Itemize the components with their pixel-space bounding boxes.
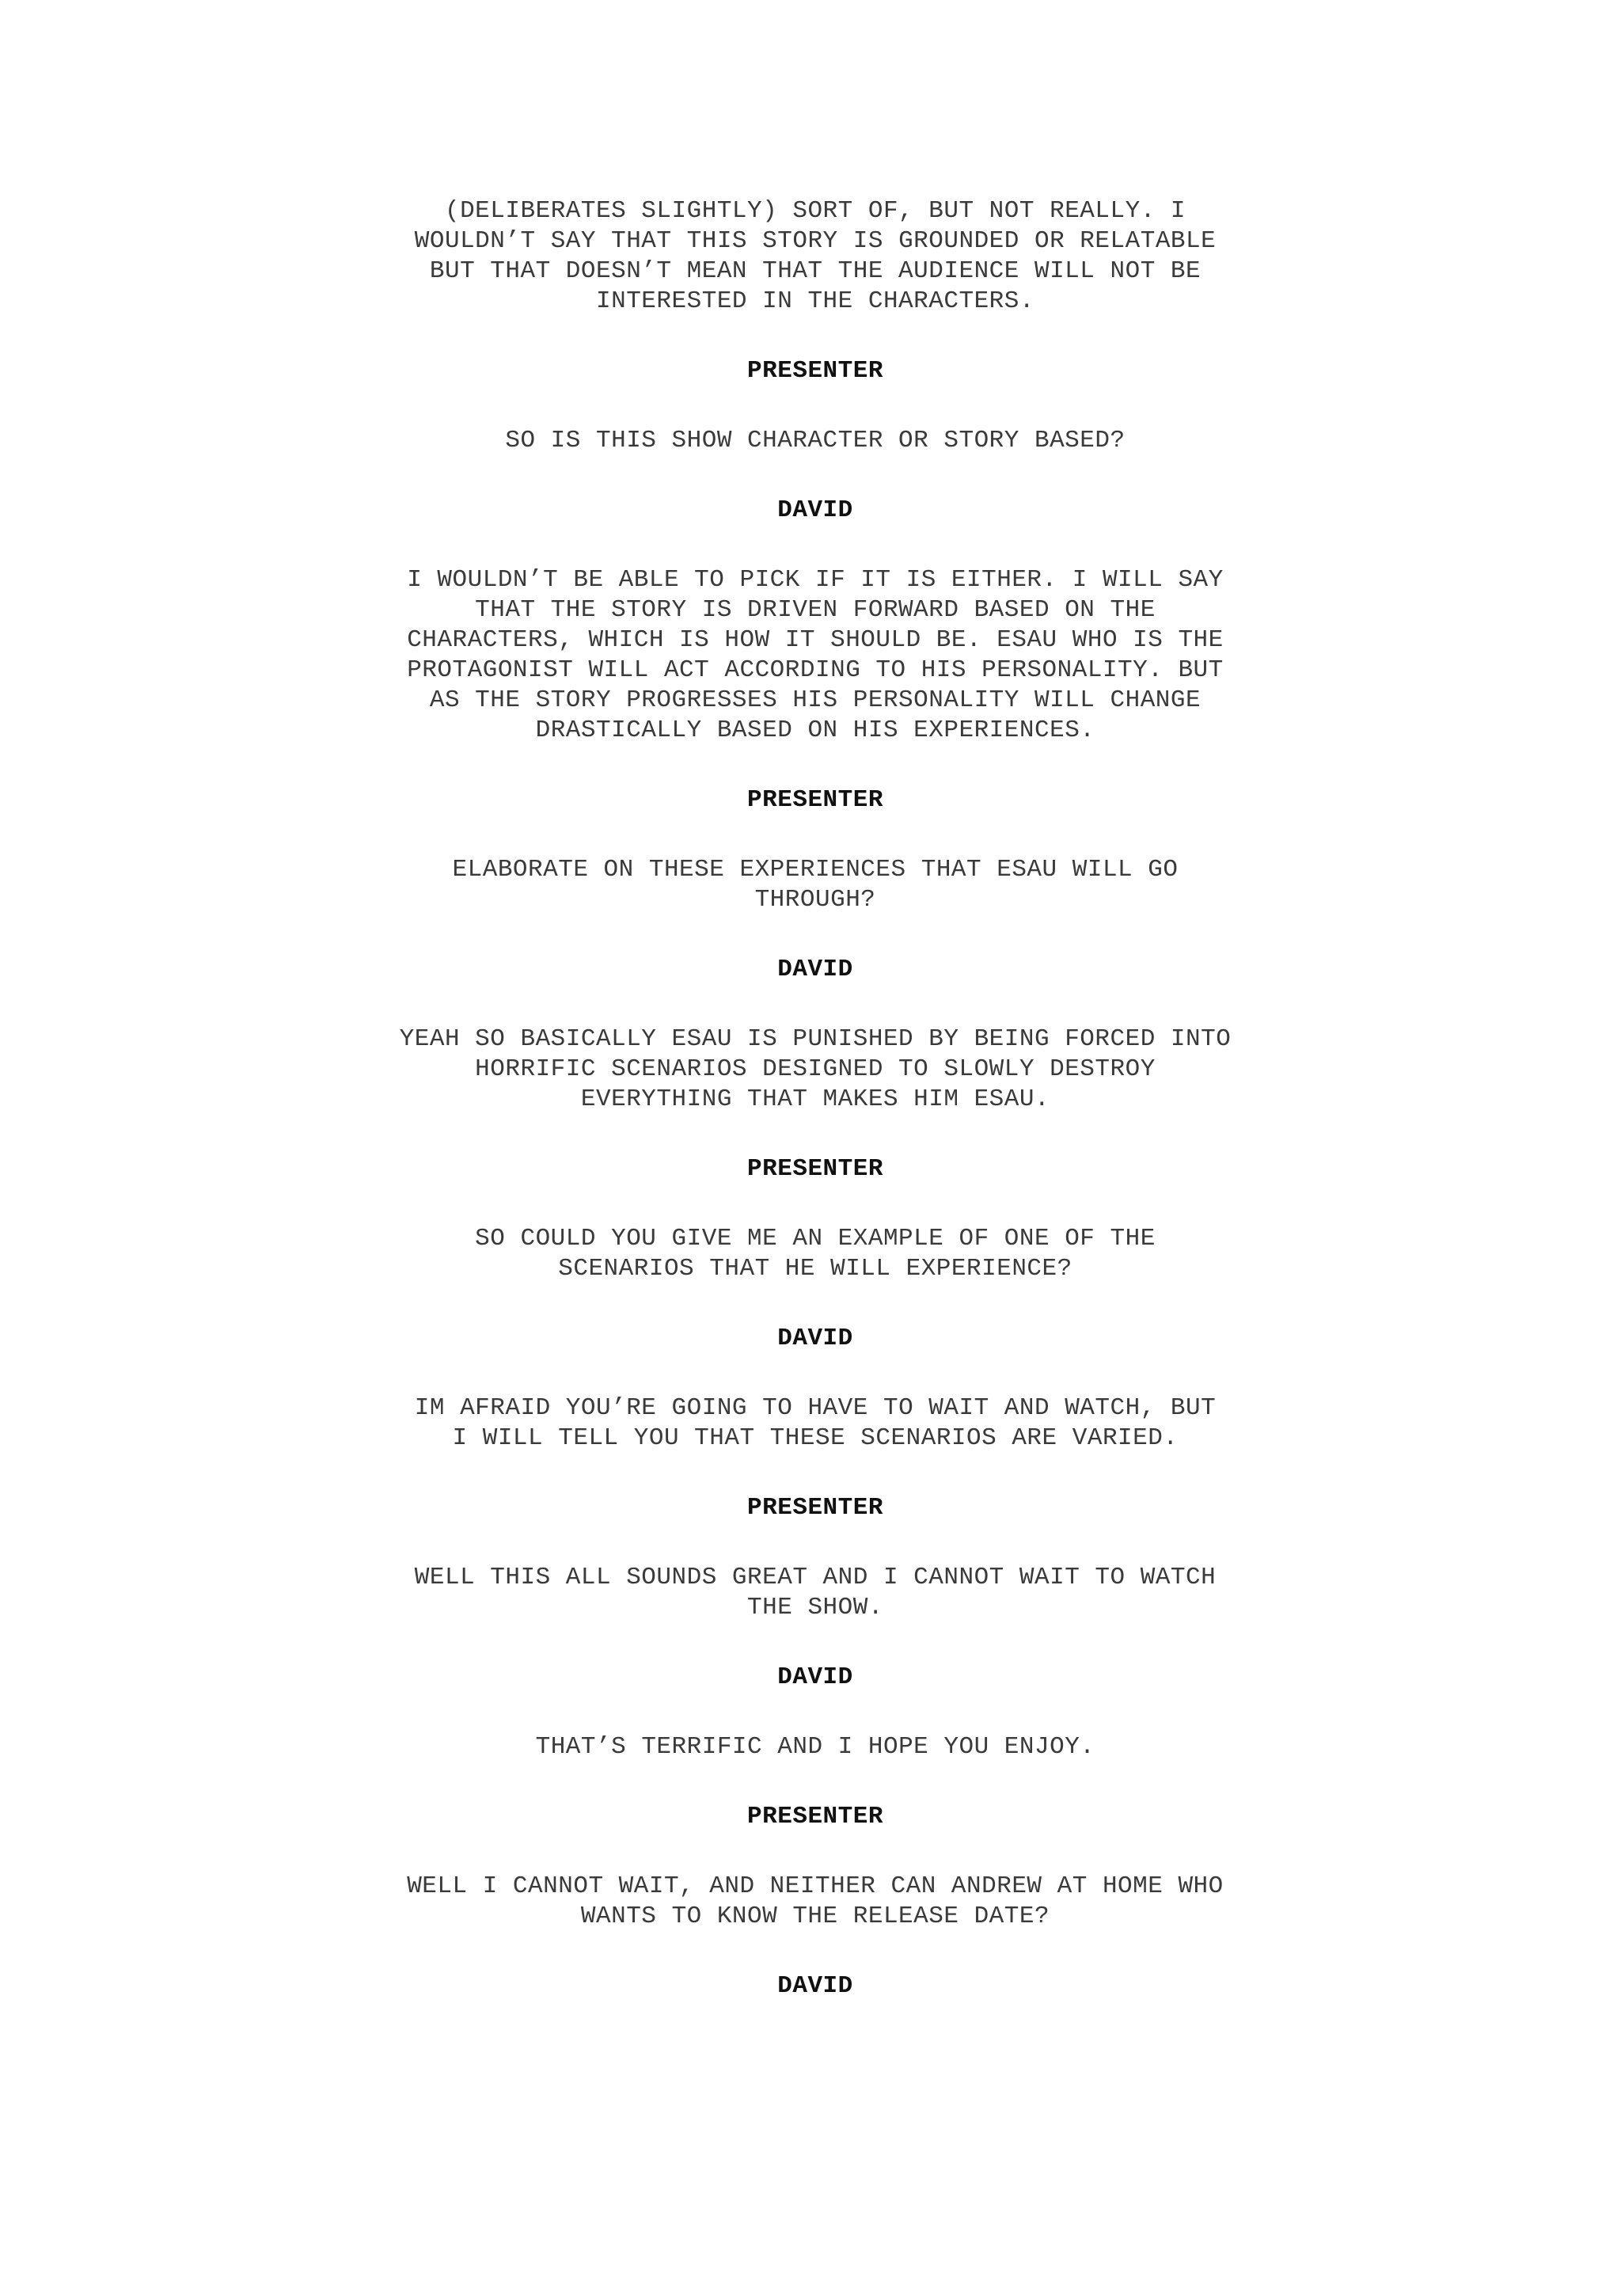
dialogue-line: IM AFRAID YOU’RE GOING TO HAVE TO WAIT AND WATCH, BUT I WILL TELL YOU THAT THESE SCENARIOS ARE VARIED. [414, 1394, 1217, 1452]
speaker-name: DAVID [777, 1663, 853, 1691]
speaker-name: PRESENTER [747, 786, 883, 814]
speaker-name: DAVID [777, 496, 853, 524]
dialogue-line: SO COULD YOU GIVE ME AN EXAMPLE OF ONE OF THE SCENARIOS THAT HE WILL EXPERIENCE? [475, 1225, 1156, 1283]
speaker-name: DAVID [777, 1972, 853, 2000]
dialogue-line: YEAH SO BASICALLY ESAU IS PUNISHED BY BEING FORCED INTO HORRIFIC SCENARIOS DESIGNED TO SLOWLY DESTROY EVERYTHING THAT MAKES HIM ESAU. [399, 1025, 1232, 1113]
dialogue-line: THAT’S TERRIFIC AND I HOPE YOU ENJOY. [535, 1733, 1095, 1761]
speaker-name: PRESENTER [747, 357, 883, 385]
dialogue-line: SO IS THIS SHOW CHARACTER OR STORY BASED? [505, 427, 1126, 454]
speaker-name: DAVID [777, 956, 853, 983]
script-body [396, 196, 1235, 2041]
speaker-name: DAVID [777, 1325, 853, 1352]
dialogue-line: WELL I CANNOT WAIT, AND NEITHER CAN ANDREW AT HOME WHO WANTS TO KNOW THE RELEASE DATE? [407, 1872, 1224, 1930]
dialogue-line: I WOULDN’T BE ABLE TO PICK IF IT IS EITHER. I WILL SAY THAT THE STORY IS DRIVEN FORWARD BASED ON THE CHARACTERS, WHICH IS HOW IT SHOULD BE. ESAU WHO IS THE PROTAGONIST WILL ACT ACCORDING TO HIS PERSONALITY. BUT AS THE STORY PROGRESSES HIS PERSONALITY WILL CHANGE DRASTICALLY BASED ON HIS EXPERIENCES. [407, 566, 1224, 744]
dialogue-line: (DELIBERATES SLIGHTLY) SORT OF, BUT NOT REALLY. I WOULDN’T SAY THAT THIS STORY IS GROUNDED OR RELATABLE BUT THAT DOESN’T MEAN THAT THE AUDIENCE WILL NOT BE INTERESTED IN THE CHARACTERS. [414, 197, 1217, 315]
dialogue-line: ELABORATE ON THESE EXPERIENCES THAT ESAU WILL GO THROUGH? [452, 856, 1179, 914]
speaker-name: PRESENTER [747, 1803, 883, 1830]
speaker-name: PRESENTER [747, 1155, 883, 1183]
dialogue-line: WELL THIS ALL SOUNDS GREAT AND I CANNOT WAIT TO WATCH THE SHOW. [414, 1564, 1217, 1621]
speaker-name: PRESENTER [747, 1494, 883, 1522]
